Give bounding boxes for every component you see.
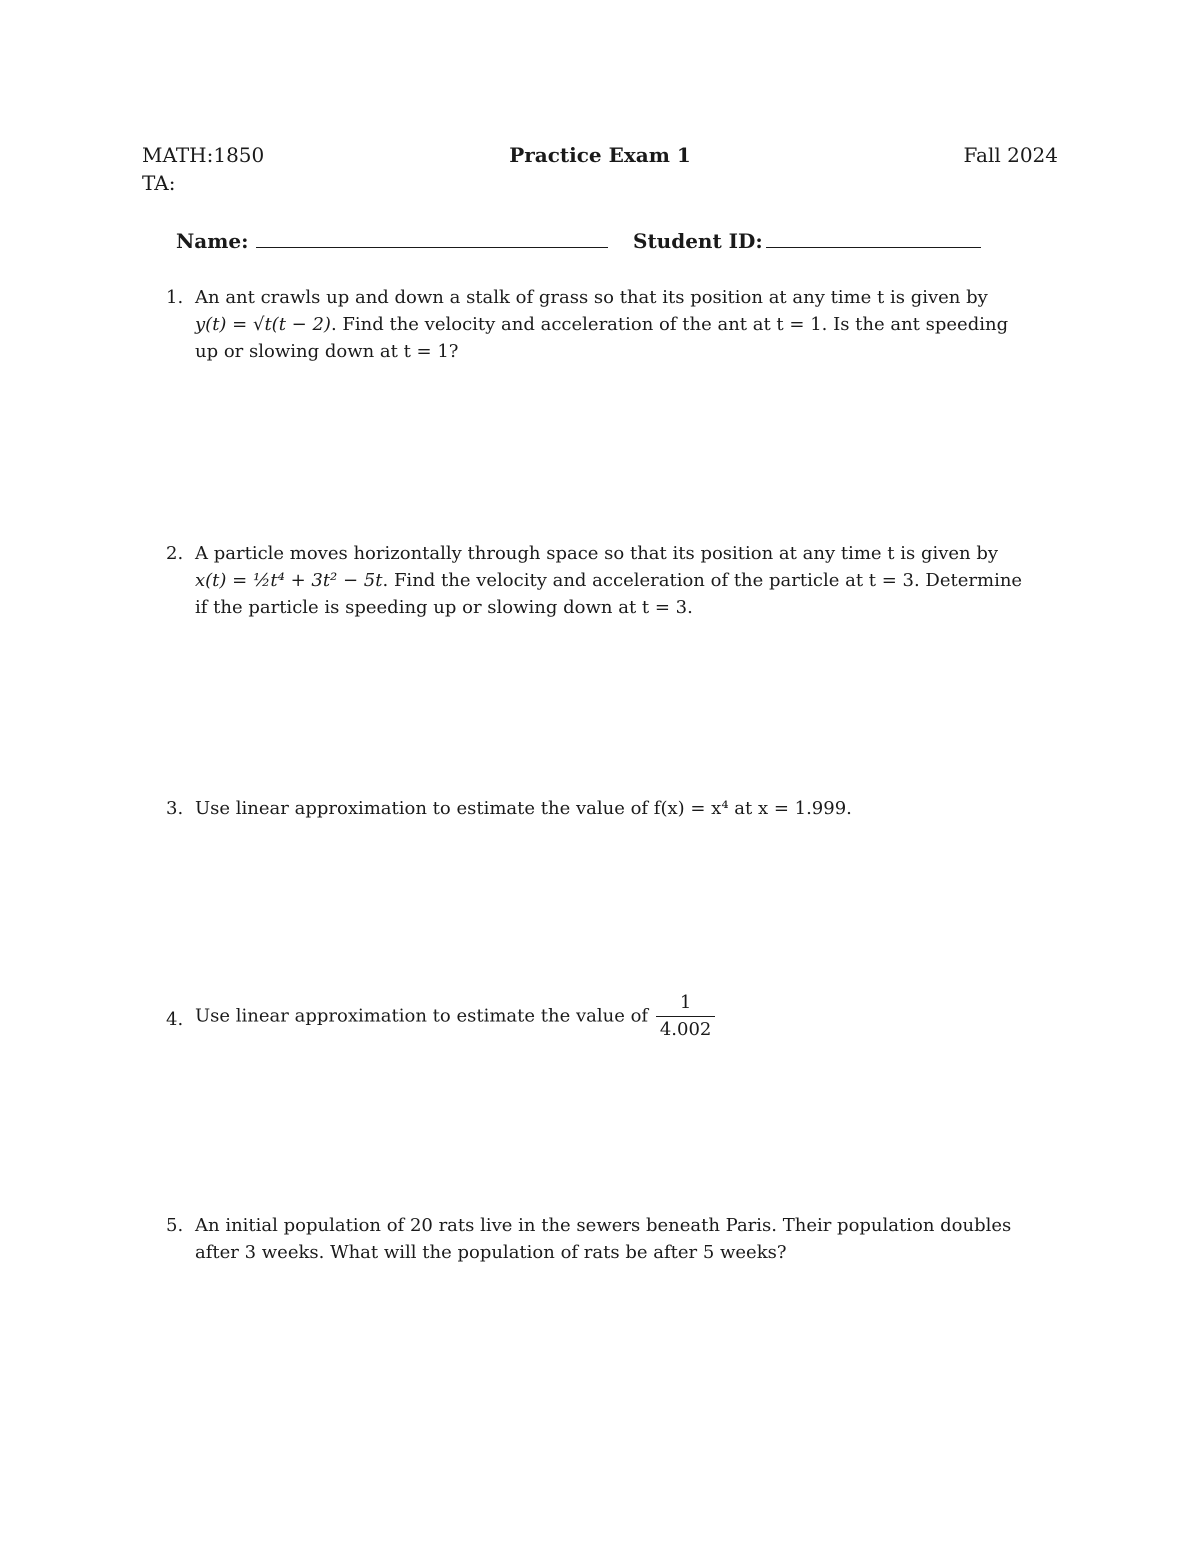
question-number: 4. [166,1009,184,1030]
question-text: A particle moves horizontally through space so that its position at any time t is given by [195,543,999,564]
question-text: Use linear approximation to estimate the value of [195,1005,649,1027]
question-text: . Find the velocity and acceleration of the particle at t = 3. Determine [382,570,1023,591]
position-formula: y(t) = √t(t − 2) [195,314,331,335]
student-id-label: Student ID: [633,229,763,253]
question-number: 2. [166,543,184,564]
question-number: 1. [166,287,184,308]
question-5 [166,1212,1060,1266]
question-text: Use linear approximation to estimate the value of f(x) = x⁴ at x = 1.999. [195,798,852,819]
fraction-denominator: 4.002 [659,1019,712,1040]
ta-label: TA: [142,171,176,195]
name-blank-line[interactable] [256,247,608,248]
exam-title: Practice Exam 1 [509,143,691,167]
question-text: . Find the velocity and acceleration of the ant at t = 1. Is the ant speeding [330,314,1009,335]
question-4 [166,994,1060,1039]
question-3 [166,795,1060,822]
course-code: MATH:1850 [142,143,265,167]
question-text: after 3 weeks. What will the population of rats be after 5 weeks? [195,1242,787,1263]
question-number: 5. [166,1215,184,1236]
exam-term: Fall 2024 [963,143,1058,167]
question-text: up or slowing down at t = 1? [195,341,459,362]
question-text: if the particle is speeding up or slowing down at t = 3. [195,597,693,618]
fraction-numerator: 1 [656,994,716,1017]
student-id-blank-line[interactable] [766,247,981,248]
question-text: An ant crawls up and down a stalk of grass so that its position at any time t is given by [195,287,988,308]
question-text: An initial population of 20 rats live in the sewers beneath Paris. Their population doubles [195,1215,1012,1236]
question-2 [166,540,1060,621]
question-number: 3. [166,798,184,819]
position-formula: x(t) = ½t⁴ + 3t² − 5t [195,570,383,591]
fraction [656,994,716,1039]
name-label: Name: [176,229,249,253]
question-1 [166,284,1060,365]
